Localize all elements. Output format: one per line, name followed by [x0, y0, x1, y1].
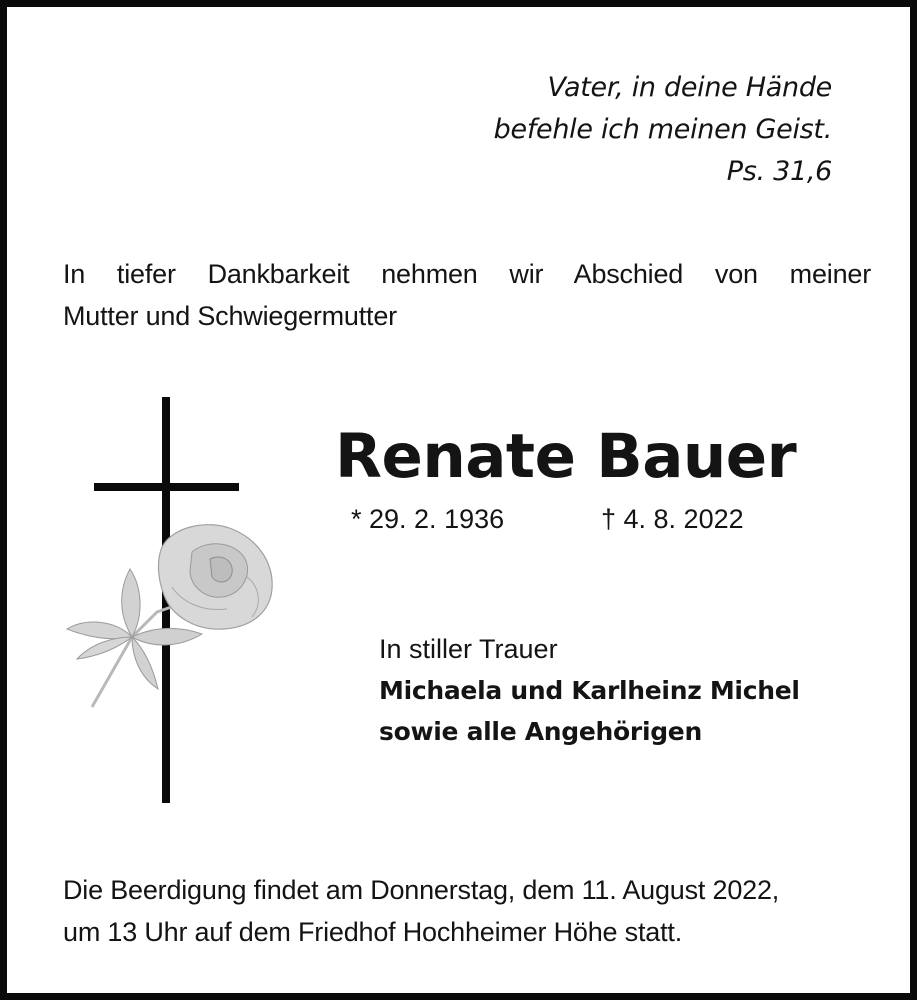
deceased-name: Renate Bauer	[335, 421, 797, 492]
verse-reference: Ps. 31,6	[726, 156, 832, 187]
intro-line-1: In tiefer Dankbarkeit nehmen wir Abschied von meiner	[63, 259, 871, 289]
funeral-line-2: um 13 Uhr auf dem Friedhof Hochheimer Höhe statt.	[63, 917, 682, 947]
mourners-block	[379, 629, 800, 752]
cross-horizontal-beam	[94, 483, 239, 491]
verse-line-1: Vater, in deine Hände	[547, 72, 832, 103]
funeral-info	[63, 869, 779, 953]
mourner-relatives: sowie alle Angehörigen	[379, 717, 702, 746]
birth-date: * 29. 2. 1936	[351, 504, 505, 534]
mourner-names: Michaela und Karlheinz Michel	[379, 676, 800, 705]
verse-line-2: befehle ich meinen Geist.	[493, 114, 832, 145]
funeral-line-1: Die Beerdigung findet am Donnerstag, dem 11. August 2022,	[63, 875, 780, 905]
intro-line-2: Mutter und Schwiegermutter	[63, 301, 397, 331]
mourning-lead: In stiller Trauer	[379, 634, 558, 664]
intro-text	[63, 253, 871, 337]
death-date: † 4. 8. 2022	[601, 504, 744, 534]
rose-icon	[62, 517, 282, 717]
bible-verse	[494, 67, 832, 193]
